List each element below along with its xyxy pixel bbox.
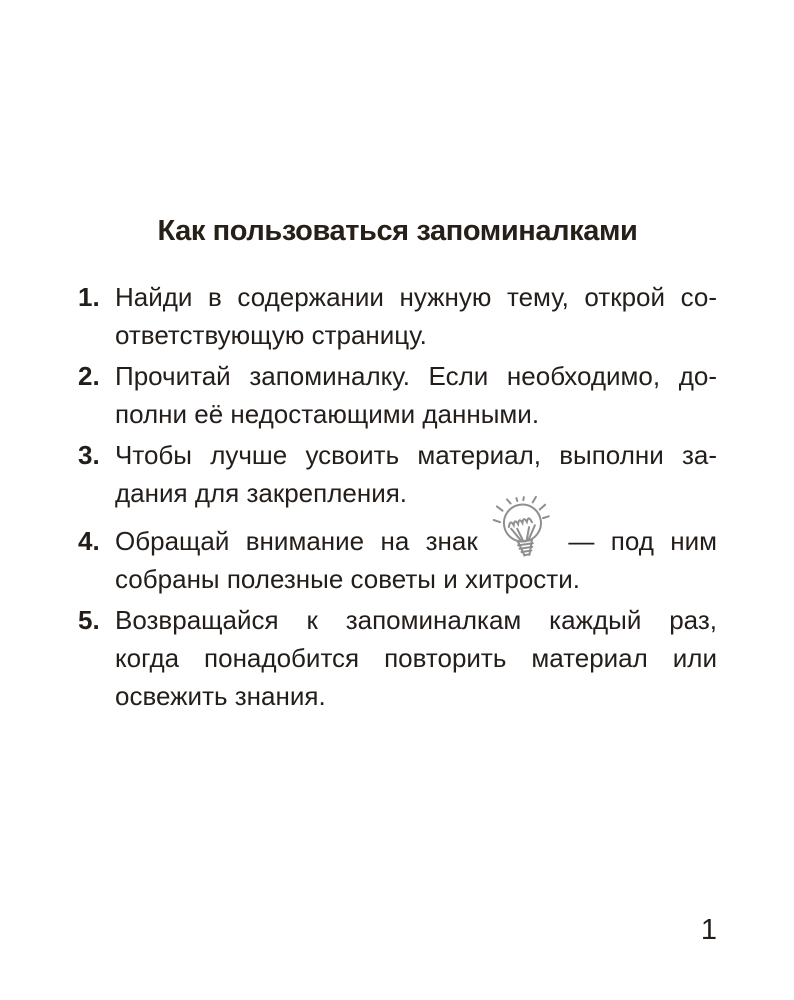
item-text-line: полни её недостающими данными. xyxy=(115,399,540,429)
item-text-line: Чтобы лучше усвоить материал, выполни за- xyxy=(115,440,717,470)
list-item-2 xyxy=(78,357,717,433)
item-text-line: освежить знания. xyxy=(115,681,326,711)
item-text-line: когда понадобится повторить материал или xyxy=(115,643,717,673)
item-text-after-icon: — под ним xyxy=(568,526,717,556)
item-number: 3. xyxy=(78,440,100,470)
list-item-5 xyxy=(78,601,717,715)
item-text-line: Возвращайся к запоминалкам каждый раз, xyxy=(115,605,717,635)
item-text-line: дания для закрепления. xyxy=(115,478,408,508)
item-text-before-icon: Обращай внимание на знак xyxy=(115,526,478,556)
item-text-line: Найди в содержании нужную тему, открой со- xyxy=(115,282,717,312)
instructions-list xyxy=(78,278,717,715)
item-number: 4. xyxy=(78,526,100,556)
page-title: Как пользоваться запоминалками xyxy=(157,215,638,247)
item-text-line: собраны полезные советы и хитрости. xyxy=(115,564,580,594)
page-content xyxy=(78,213,717,718)
page-number: 1 xyxy=(700,914,717,946)
item-text-line: ответствующую страницу. xyxy=(115,320,427,350)
item-text-line: Прочитай запоминалку. Если необходимо, до- xyxy=(115,361,717,391)
item-text-line-with-icon xyxy=(115,522,717,560)
list-item-3 xyxy=(78,436,717,512)
item-number: 2. xyxy=(78,361,100,391)
item-number: 1. xyxy=(78,282,100,312)
lightbulb-icon xyxy=(494,524,552,550)
item-number: 5. xyxy=(78,605,100,635)
list-item-1 xyxy=(78,278,717,354)
list-item-4 xyxy=(78,522,717,598)
